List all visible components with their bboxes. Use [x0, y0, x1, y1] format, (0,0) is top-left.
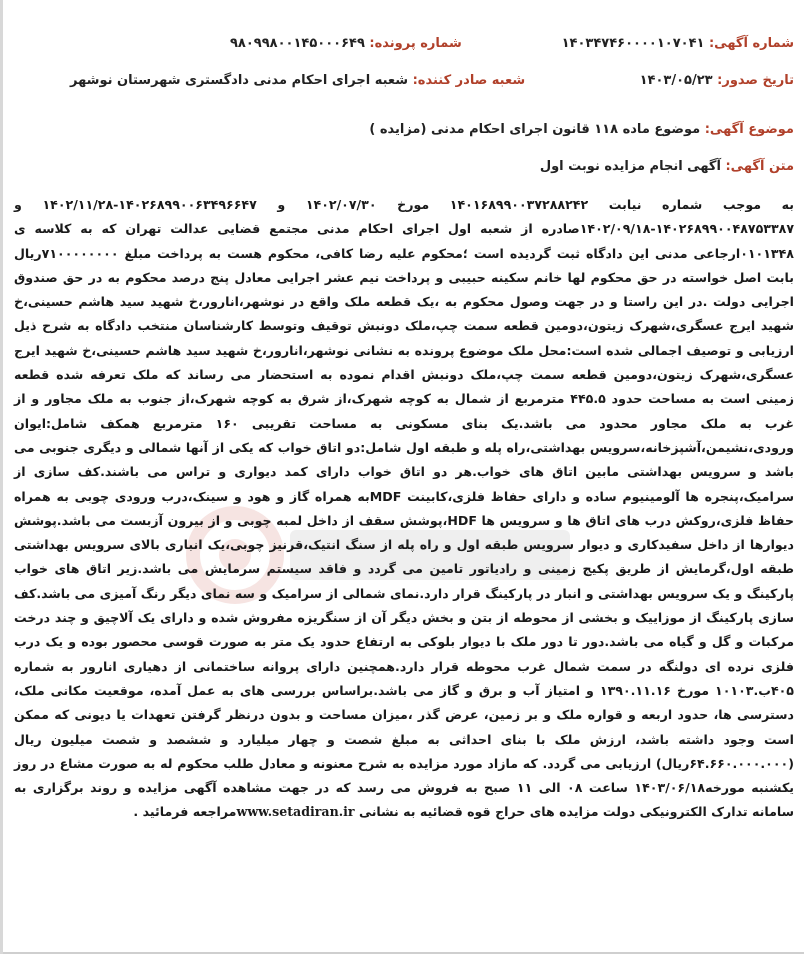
notice-number-label: شماره آگهی: [708, 36, 794, 51]
case-number-label: شماره پرونده: [369, 36, 462, 51]
issue-date-label: تاریخ صدور: [717, 73, 794, 88]
issuing-branch-label: شعبه صادر کننده: [412, 73, 526, 88]
notice-number-value: ۱۴۰۳۴۷۴۶۰۰۰۰۱۰۷۰۴۱ [561, 36, 705, 51]
notice-text-heading [540, 159, 794, 181]
case-number-value: ۹۸۰۹۹۸۰۰۱۴۵۰۰۰۶۴۹ [230, 36, 365, 51]
notice-text-title: آگهی انجام مزایده نوبت اول [539, 159, 721, 174]
issue-date-value: ۱۴۰۳/۰۵/۲۳ [639, 73, 713, 88]
website-link[interactable]: www.setadiran.ir [236, 804, 355, 820]
issue-date [640, 73, 794, 95]
notice-subject-value: موضوع ماده ۱۱۸ قانون اجرای احکام مدنی (مزایده ) [369, 122, 701, 137]
scrollbar[interactable] [0, 0, 3, 954]
notice-body [14, 193, 794, 825]
notice-text-label: متن آگهی: [725, 159, 794, 174]
issuing-branch-value: شعبه اجرای احکام مدنی دادگستری شهرستان نوشهر [70, 73, 409, 88]
issuing-branch [70, 73, 525, 95]
notice-body-paragraph: به موجب شماره نیابت ۱۴۰۱۶۸۹۹۰۰۳۷۲۸۸۲۴۲ مورخ ۱۴۰۲/۰۷/۳۰ و ۱۴۰۲۶۸۹۹۰۰۶۳۴۹۶۶۴۷-۱۴۰۲/۱۱/۲۸ و ۱۴۰۲۶۸۹۹۰۰۴۸۷۵۳۳۸۷-۱۴۰۲/۰۹/۱۸صادره از شعبه اول اجرای احکام مدنی مجتمع قضایی عدالت تهران که به کلاسه ی ۰۱۰۱۳۴۸ارجاعی مدنی این دادگاه ثبت گردیده است ؛محکوم علیه رضا کافی، محکوم هست به پرداخت مبلغ ۷۱۰۰۰۰۰۰۰۰ریال بابت اصل خواسته در حق محکوم لها خانم سکینه حبیبی و پرداخت نیم عشر اجرایی معادل پنج درصد محکوم به در حق صندوق اجرایی دولت .در این راستا و در جهت وصول محکوم به ،یک قطعه ملک واقع در نوشهر،انارور،خ شهید سید هاشم حسینی،خ شهید ایرج عسگری،شهرک زیتون،دومین قطعه سمت چپ،ملک دونبش توقیف وتوسط کارشناسان منتخب دادگاه به شرح ذیل ارزیابی و توصیف اجمالی شده است:محل ملک موضوع پرونده به نشانی نوشهر،انارور،خ شهید سید هاشم حسینی،خ شهید ایرج عسگری،شهرک زیتون،دومین قطعه سمت چپ،ملک دونبش اقدام نموده به استحضار می رساند که ملک تعرفه شده قطعه زمینی است به مساحت حدود ۴۴۵.۵ مترمربع از شمال به کوچه شهرک،از شرق به کوچه شهرک،از جنوب به ملک مجاور و از غرب به ملک مجاور محدود می باشد.یک بنای مسکونی به مساحت تقریبی ۱۶۰ مترمربع همکف شامل:ایوان ورودی،نشیمن،آشپزخانه،سرویس بهداشتی،راه پله و طبقه اول شامل:دو اتاق خواب که یکی از آنها شمالی و دیگری جنوبی می باشد و سرویس بهداشتی مابین اتاق های خواب.هر دو اتاق خواب دارای کمد دیواری و تراس می باشند.کف سازی از سرامیک،پنجره ها آلومینیوم ساده و دارای حفاظ فلزی،کابینت MDFبه همراه گاز و هود و سینک،درب ورودی چوبی به همراه حفاظ فلزی،روکش درب های اتاق ها و سرویس ها HDF،پوشش سقف از داخل لمبه چوبی و از بیرون آزبست می باشد.پوشش دیوارها از داخل سفیدکاری و دیوار سرویس طبقه اول و راه پله از سنگ انتیک،قرنیز چوبی،یک انباری بالای سرویس بهداشتی طبقه اول،گرمایش از طریق پکیج زمینی و رادیاتور تامین می گردد و فاقد سیستم سرمایش می باشد.زیر اتاق های خواب پارکینگ و یک سرویس بهداشتی و انبار در پارکینگ قرار دارد.نمای شمالی از سرامیک و سه نمای دیگر رنگ آمیزی می باشد.کف سازی پارکینگ از موزاییک و بخشی از محوطه از بتن و بخش دیگر آن از سنگریزه مفروش شده و دارای یک آلاچیق و چند درخت مرکبات و گل و گیاه می باشد.دور تا دور ملک با دیوار بلوکی به ارتفاع حدود یک متر به صورت قوسی محصور بوده و یک درب فلزی نرده ای دولنگه در سمت شمال غرب محوطه قرار دارد.همچنین دارای پروانه ساختمانی از دهیاری انارور به شماره ۴۰۵ب.۱۰۱۰۳ مورخ ۱۳۹۰.۱۱.۱۶ و امتیاز آب و برق و گاز می باشد.براساس بررسی های به عمل آمده، موقعیت مکانی ملک، دسترسی ها، حدود اربعه و قواره ملک و بر زمین، عرض گذر ،میزان مساحت و بدون درنظر گرفتن تعهدات یا دیونی که ممکن است وجود داشته باشد، ارزش ملک با بنای احداثی به مبلغ شصت و چهار میلیارد و ششصد و شصت میلیون ریال (۶۴.۶۶۰.۰۰۰.۰۰۰ریال) ارزیابی می گردد. که مازاد مورد مزایده به شرح معنونه و معادل طلب محکوم له به صورت مشاع در روز یکشنبه مورخه۱۴۰۳/۰۶/۱۸ ساعت ۰۸ الی ۱۱ صبح به فروش می رسد که در جهت مشاهده آگهی مزایده و روند برگزاری به سامانه تدارک الکترونیکی دولت مزایده های حراج قوه قضائیه به نشانی [14, 197, 795, 820]
notice-subject [369, 122, 794, 144]
case-number [230, 36, 462, 58]
notice-subject-label: موضوع آگهی: [704, 122, 794, 137]
notice-closing: مراجعه فرمائید . [133, 804, 237, 820]
notice-number [562, 36, 794, 58]
